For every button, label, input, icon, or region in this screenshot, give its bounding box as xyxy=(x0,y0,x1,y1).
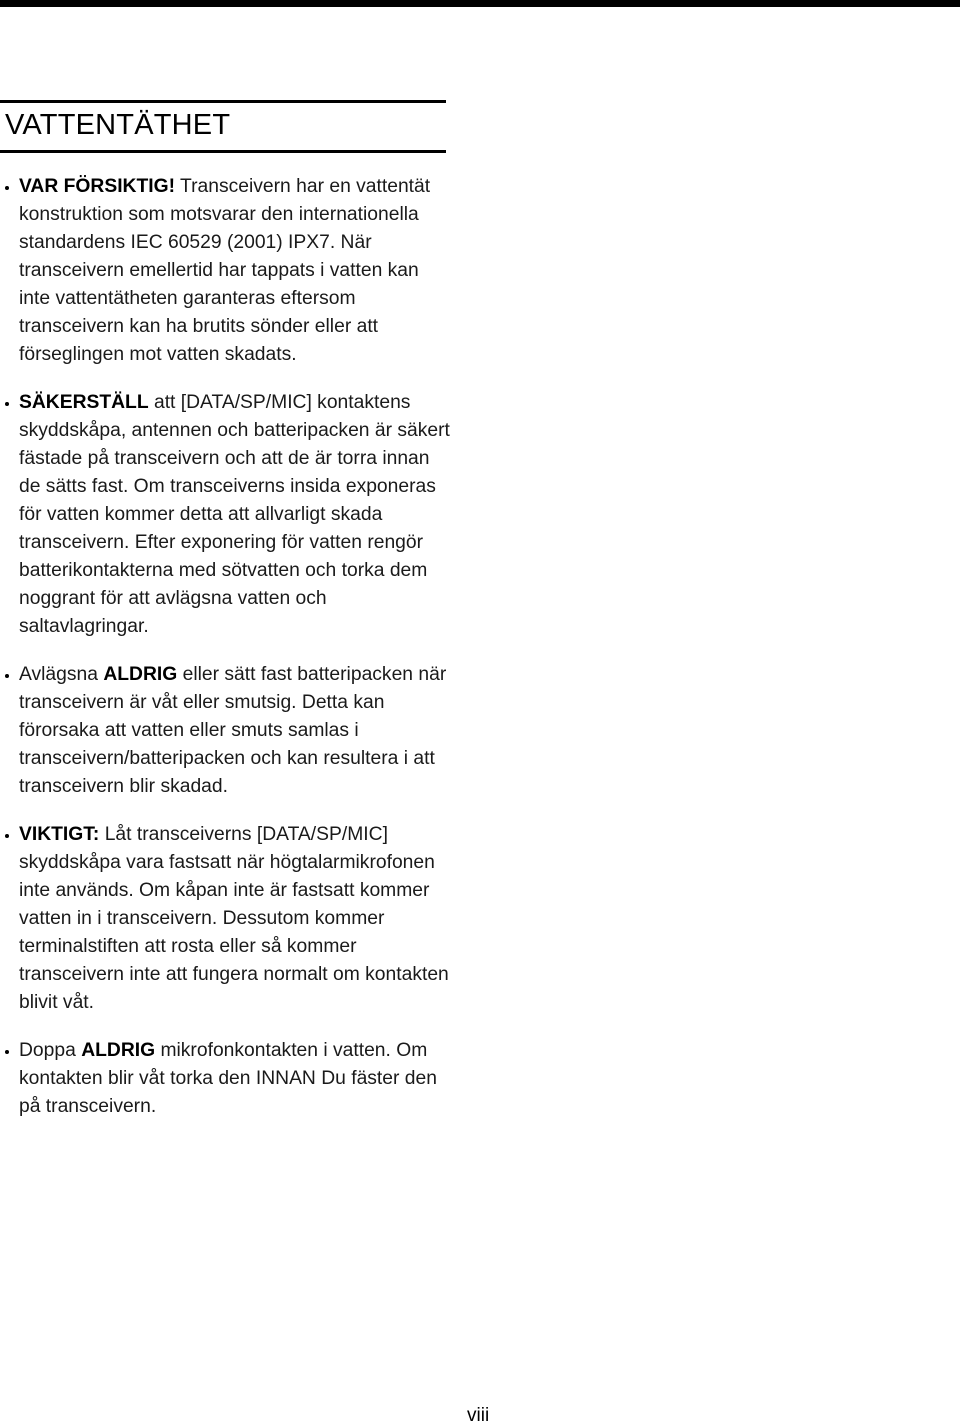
warning-item-never-remove xyxy=(0,661,450,801)
heading-rule-bottom xyxy=(0,150,446,153)
warning-keyword: SÄKERSTÄLL xyxy=(19,392,149,413)
warning-item-ensure xyxy=(0,389,450,641)
bullet-icon xyxy=(5,402,9,406)
warning-keyword: VAR FÖRSIKTIG! xyxy=(19,176,176,197)
warning-keyword: ALDRIG xyxy=(81,1040,156,1061)
warning-item-never-dip xyxy=(0,1037,450,1121)
section-title: VATTENTÄTHET xyxy=(5,109,231,141)
bullet-icon xyxy=(5,186,9,190)
top-rule xyxy=(0,0,960,7)
warning-lead-text: Avlägsna xyxy=(19,664,104,685)
warning-keyword: ALDRIG xyxy=(103,664,178,685)
section-header xyxy=(0,100,446,153)
page-number: viii xyxy=(467,1405,490,1426)
warning-text: att [DATA/SP/MIC] kontaktens skyddskåpa, antennen och batteripacken är säkert fästade på transceivern och att de är torra innan de sätts fast. Om transceiverns insida exponeras för vatten kommer detta att allvarligt skada transceivern. Efter exponering för vatten rengör batterikontakterna med sötvatten och torka dem noggrant för att avlägsna vatten och saltavlagringar. xyxy=(19,392,450,637)
warning-text: eller sätt fast batteripacken när transceivern är våt eller smutsig. Detta kan förorsaka att vatten eller smuts samlas i transceivern/batteripacken och kan resultera i att transceivern blir skadad. xyxy=(19,664,447,797)
bullet-icon xyxy=(5,834,9,838)
warning-item-important xyxy=(0,821,450,1017)
warning-list xyxy=(0,173,450,1141)
warning-item-caution xyxy=(0,173,450,369)
warning-lead-text: Doppa xyxy=(19,1040,82,1061)
warning-text: mikrofonkontakten i vatten. Om kontakten blir våt torka den INNAN Du fäster den på transceivern. xyxy=(19,1040,437,1117)
bullet-icon xyxy=(5,1050,9,1054)
warning-keyword: VIKTIGT: xyxy=(19,824,100,845)
bullet-icon xyxy=(5,674,9,678)
warning-text: Låt transceiverns [DATA/SP/MIC] skyddskåpa vara fastsatt när högtalarmikrofonen inte används. Om kåpan inte är fastsatt kommer vatten in i transceivern. Dessutom kommer terminalstiften att rosta eller så kommer transceivern inte att fungera normalt om kontakten blivit våt. xyxy=(19,824,449,1013)
warning-text: Transceivern har en vattentät konstruktion som motsvarar den internationella standardens IEC 60529 (2001) IPX7. När transceivern emellertid har tappats i vatten kan inte vattentätheten garanteras eftersom transceivern kan ha brutits sönder eller att förseglingen mot vatten skadats. xyxy=(19,176,431,365)
